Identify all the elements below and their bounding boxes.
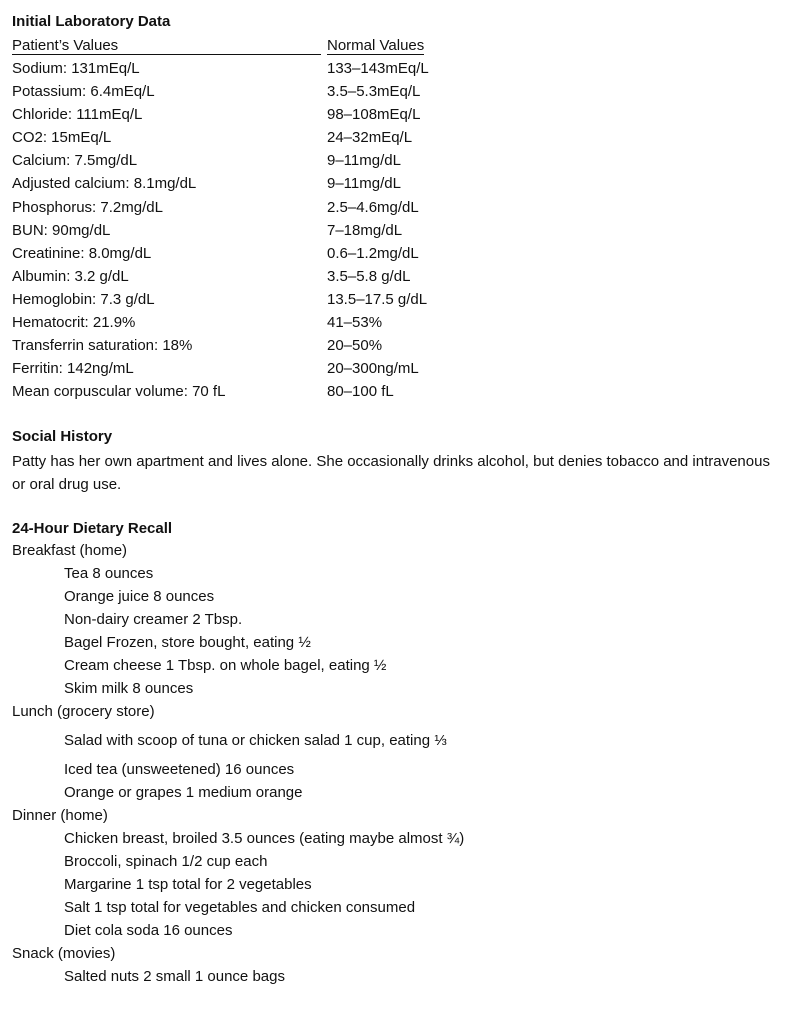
list-item: Chicken breast, broiled 3.5 ounces (eating maybe almost ¾)	[64, 830, 465, 847]
list-item: Iced tea (unsweetened) 16 ounces	[64, 761, 295, 778]
lab-normal-value: 7–18mg/dL	[327, 221, 403, 239]
lab-normal-value: 9–11mg/dL	[327, 175, 401, 193]
list-item: Broccoli, spinach 1/2 cup each	[64, 853, 268, 870]
social-section-title: Social History	[12, 428, 113, 445]
lab-normal-value: 41–53%	[327, 314, 383, 332]
lab-col-patient-header: Patient’s Values	[12, 37, 321, 55]
lab-row	[12, 60, 612, 83]
lab-row	[12, 106, 612, 129]
diet-section-title: 24-Hour Dietary Recall	[12, 520, 173, 537]
list-item: Non-dairy creamer 2 Tbsp.	[64, 611, 243, 628]
dietary-recall	[12, 542, 772, 991]
list-item: Orange juice 8 ounces	[64, 588, 215, 605]
list-item: Cream cheese 1 Tbsp. on whole bagel, eating ½	[64, 657, 387, 674]
lab-row	[12, 129, 612, 152]
lab-patient-value: Chloride: 111mEq/L	[12, 106, 143, 124]
lab-patient-value: Adjusted calcium: 8.1mg/dL	[12, 175, 197, 193]
lab-col-normal-header: Normal Values	[327, 37, 425, 54]
lab-normal-value: 80–100 fL	[327, 383, 394, 401]
list-item: Margarine 1 tsp total for 2 vegetables	[64, 876, 312, 893]
lab-row	[12, 175, 612, 198]
meal-heading: Breakfast (home)	[12, 542, 128, 559]
lab-patient-value: Phosphorus: 7.2mg/dL	[12, 198, 163, 216]
lab-patient-value: Ferritin: 142ng/mL	[12, 360, 134, 378]
lab-normal-value: 9–11mg/dL	[327, 152, 401, 170]
list-item: Salad with scoop of tuna or chicken salad 1 cup, eating ⅓	[64, 732, 447, 749]
lab-patient-value: Creatinine: 8.0mg/dL	[12, 244, 152, 262]
list-item: Bagel Frozen, store bought, eating ½	[64, 634, 311, 651]
lab-normal-value: 20–50%	[327, 337, 383, 355]
lab-table-body	[12, 60, 612, 406]
lab-table-header	[12, 37, 432, 55]
lab-normal-value: 3.5–5.8 g/dL	[327, 267, 411, 285]
meal-heading: Lunch (grocery store)	[12, 703, 155, 720]
lab-normal-value: 24–32mEq/L	[327, 129, 413, 147]
lab-row	[12, 360, 612, 383]
lab-row	[12, 222, 612, 245]
list-item: Salted nuts 2 small 1 ounce bags	[64, 968, 285, 985]
lab-normal-value: 3.5–5.3mEq/L	[327, 83, 421, 101]
lab-row	[12, 83, 612, 106]
meal-heading: Dinner (home)	[12, 807, 108, 824]
lab-row	[12, 383, 612, 406]
list-item: Skim milk 8 ounces	[64, 680, 194, 697]
lab-patient-value: Hemoglobin: 7.3 g/dL	[12, 290, 155, 308]
lab-patient-value: BUN: 90mg/dL	[12, 221, 111, 239]
lab-row	[12, 291, 612, 314]
lab-patient-value: Calcium: 7.5mg/dL	[12, 152, 138, 170]
lab-patient-value: CO2: 15mEq/L	[12, 129, 112, 147]
lab-normal-value: 133–143mEq/L	[327, 60, 429, 77]
list-item: Orange or grapes 1 medium orange	[64, 784, 303, 801]
lab-patient-value: Albumin: 3.2 g/dL	[12, 267, 129, 285]
lab-normal-value: 13.5–17.5 g/dL	[327, 290, 428, 308]
lab-row	[12, 245, 612, 268]
lab-patient-value: Mean corpuscular volume: 70 fL	[12, 383, 226, 401]
lab-section-title: Initial Laboratory Data	[12, 13, 171, 30]
lab-row	[12, 152, 612, 175]
lab-normal-value: 98–108mEq/L	[327, 106, 421, 124]
social-history-text: Patty has her own apartment and lives alone. She occasionally drinks alcohol, but denies tobacco and intravenous or oral drug use.	[12, 453, 770, 493]
lab-patient-value: Transferrin saturation: 18%	[12, 337, 193, 355]
lab-normal-value: 2.5–4.6mg/dL	[327, 198, 419, 216]
lab-row	[12, 199, 612, 222]
lab-normal-value: 20–300ng/mL	[327, 360, 419, 378]
lab-patient-value: Hematocrit: 21.9%	[12, 314, 136, 332]
lab-row	[12, 268, 612, 291]
list-item: Diet cola soda 16 ounces	[64, 922, 233, 939]
lab-normal-value: 0.6–1.2mg/dL	[327, 244, 419, 262]
lab-patient-value: Potassium: 6.4mEq/L	[12, 83, 155, 101]
list-item: Salt 1 tsp total for vegetables and chicken consumed	[64, 899, 416, 916]
lab-row	[12, 314, 612, 337]
lab-patient-value: Sodium: 131mEq/L	[12, 60, 140, 77]
list-item: Tea 8 ounces	[64, 565, 154, 582]
meal-heading: Snack (movies)	[12, 945, 116, 962]
lab-row	[12, 337, 612, 360]
